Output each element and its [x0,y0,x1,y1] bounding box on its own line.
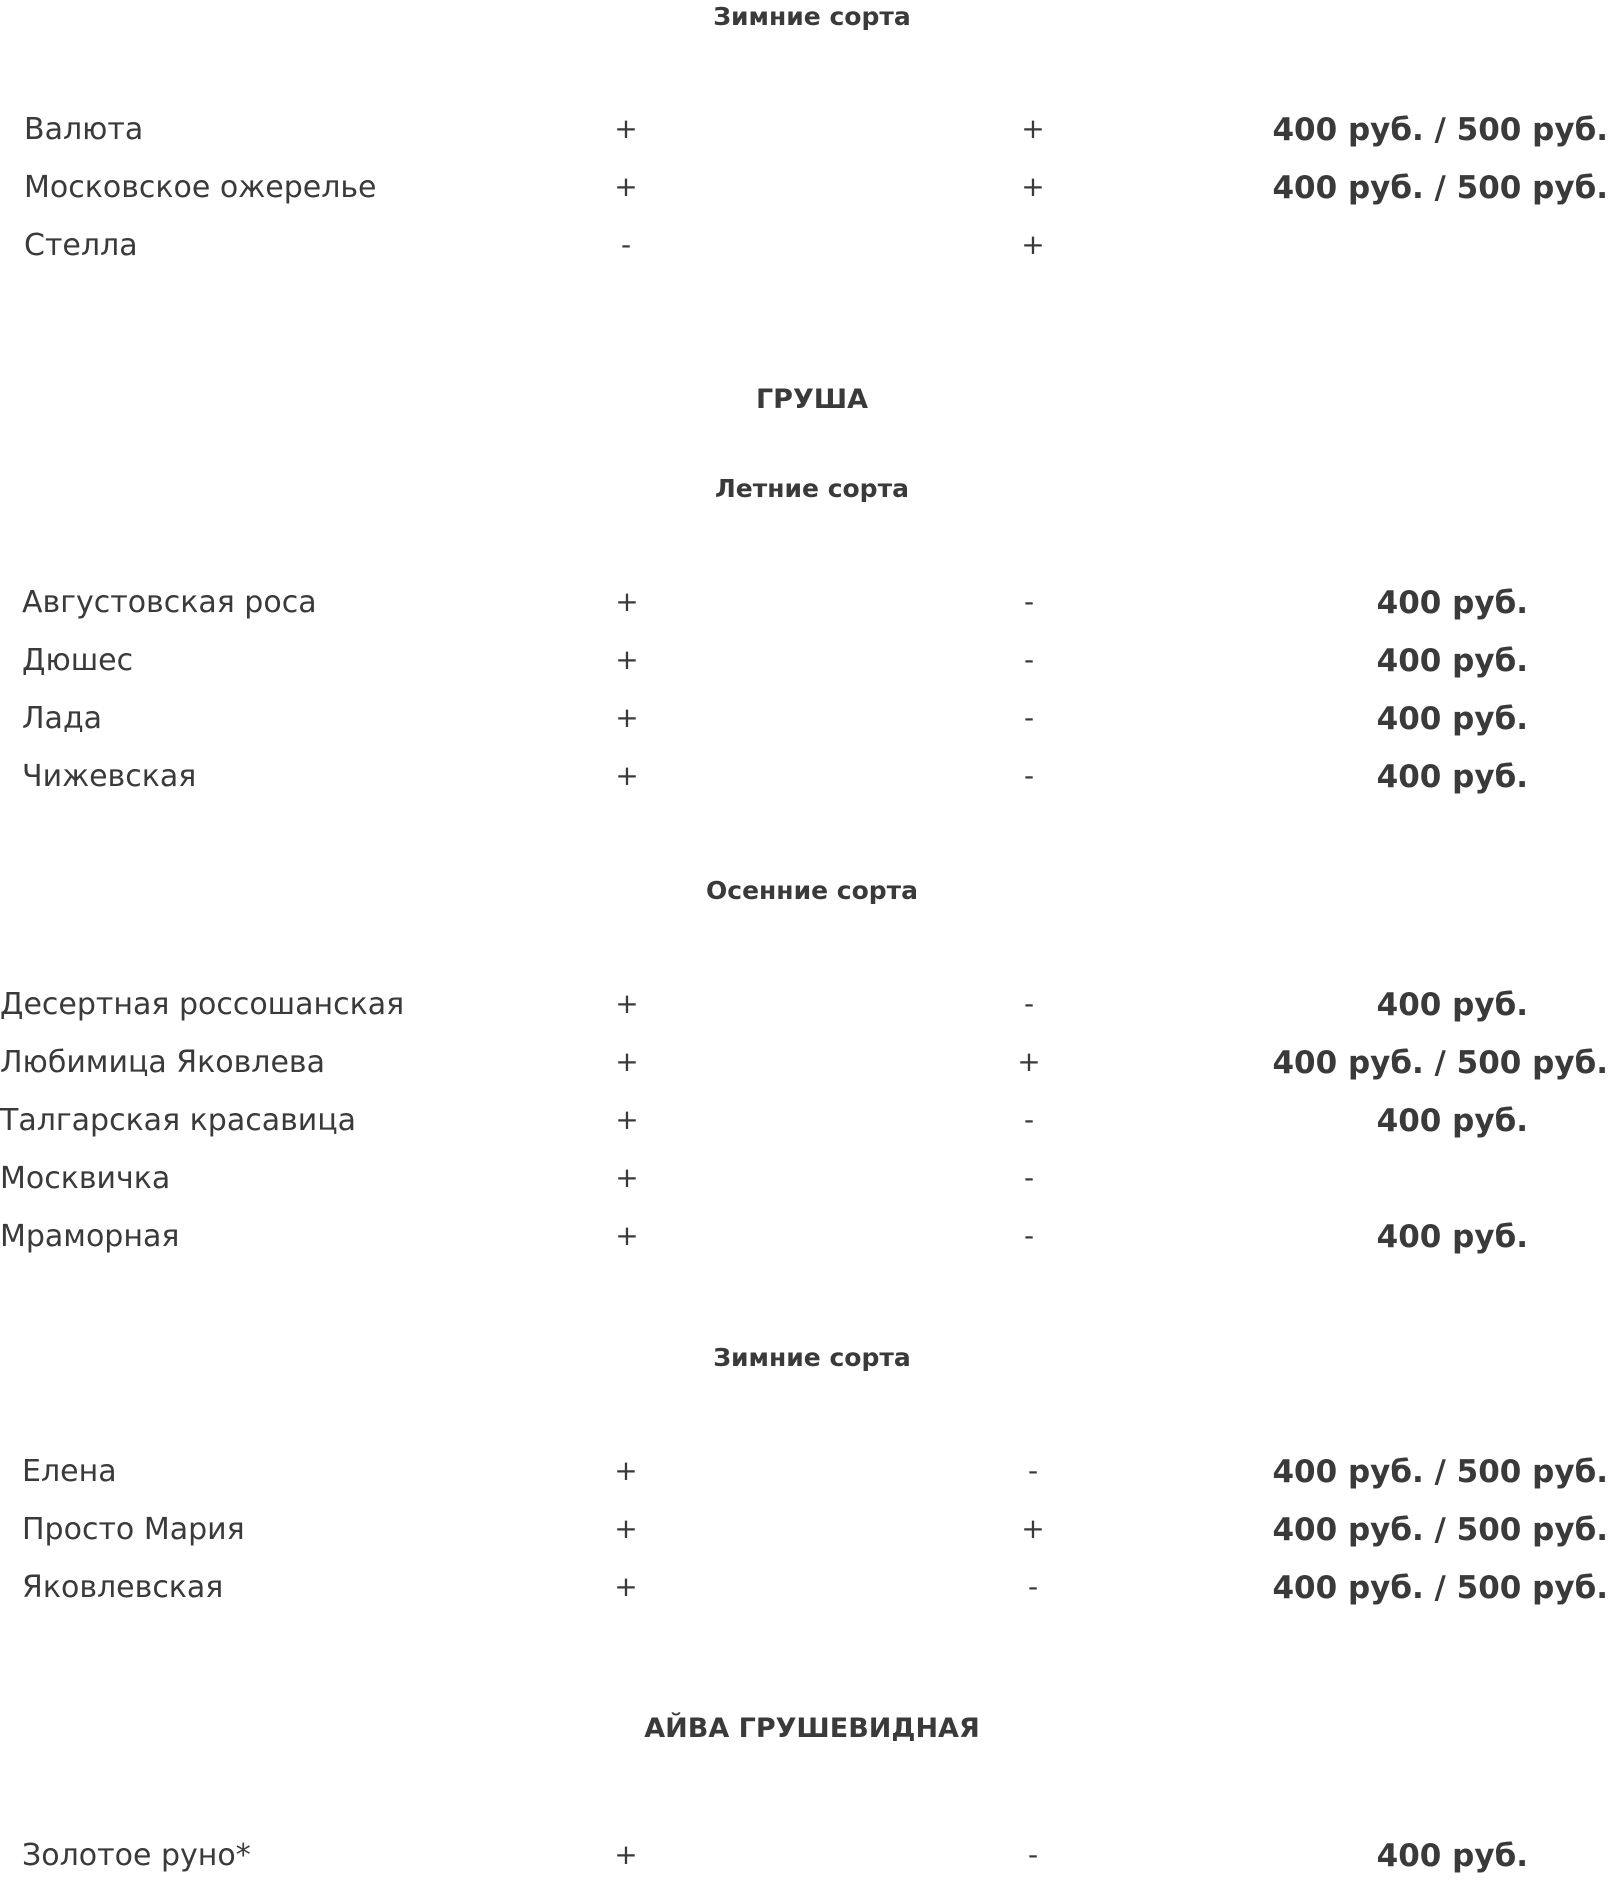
section-title-quince: АЙВА ГРУШЕВИДНАЯ [644,1713,980,1744]
availability-mark-1: + [614,1838,638,1871]
availability-mark-2: + [1017,1045,1041,1078]
availability-mark-1: + [615,1045,639,1078]
availability-mark-1: + [615,1161,639,1194]
price: 400 руб. / 500 руб. [1272,1045,1608,1081]
availability-mark-1: + [615,701,639,734]
table-row [0,1161,1608,1211]
table-row [0,643,1608,693]
availability-mark-2: - [1027,1454,1039,1487]
availability-mark-2: - [1023,1219,1035,1252]
table-row [0,170,1608,220]
availability-mark-1: + [614,1454,638,1487]
variety-name: Стелла [24,228,138,263]
price: 400 руб. [1376,1103,1528,1139]
table-row [0,701,1608,751]
price: 400 руб. / 500 руб. [1272,170,1608,206]
availability-mark-1: + [614,1512,638,1545]
price: 400 руб. / 500 руб. [1272,1570,1608,1606]
availability-mark-2: - [1023,759,1035,792]
table-row [0,759,1608,809]
availability-mark-2: - [1023,701,1035,734]
variety-name: Елена [22,1454,117,1489]
section-heading-summer-pears: Летние сорта [715,474,909,503]
availability-mark-2: - [1023,987,1035,1020]
availability-mark-2: - [1023,585,1035,618]
availability-mark-2: - [1023,643,1035,676]
availability-mark-2: - [1023,1161,1035,1194]
availability-mark-2: + [1021,1512,1045,1545]
availability-mark-1: + [614,1570,638,1603]
availability-mark-1: + [615,759,639,792]
availability-mark-1: + [615,1219,639,1252]
price: 400 руб. [1376,1838,1528,1874]
table-row [0,1570,1608,1620]
variety-name: Чижевская [22,759,197,794]
availability-mark-1: + [615,585,639,618]
availability-mark-1: + [615,643,639,676]
table-row [0,1045,1608,1095]
table-row [0,1103,1608,1153]
table-row [0,987,1608,1037]
availability-mark-2: - [1027,1570,1039,1603]
price: 400 руб. [1376,1219,1528,1255]
variety-name: Московское ожерелье [24,170,377,205]
price: 400 руб. [1376,759,1528,795]
price: 400 руб. [1376,585,1528,621]
availability-mark-2: + [1021,228,1045,261]
section-title-pear: ГРУША [755,384,869,415]
variety-name: Любимица Яковлева [0,1045,325,1080]
variety-name: Москвичка [0,1161,171,1196]
variety-name: Валюта [24,112,144,147]
variety-name: Августовская роса [22,585,317,620]
variety-name: Яковлевская [22,1570,224,1605]
variety-name: Дюшес [22,643,134,678]
availability-mark-1: - [620,228,632,261]
availability-mark-1: + [615,987,639,1020]
availability-mark-1: + [614,112,638,145]
price: 400 руб. [1376,987,1528,1023]
table-row [0,1219,1608,1269]
variety-name: Золотое руно* [22,1838,251,1873]
price: 400 руб. / 500 руб. [1272,112,1608,148]
section-heading-autumn-pears: Осенние сорта [706,876,918,905]
price: 400 руб. / 500 руб. [1272,1512,1608,1548]
section-heading-winter-pears: Зимние сорта [713,1343,911,1372]
variety-name: Талгарская красавица [0,1103,357,1138]
table-row [0,1454,1608,1504]
variety-name: Десертная россошанская [0,987,405,1022]
availability-mark-2: - [1023,1103,1035,1136]
table-row [0,228,1608,278]
variety-name: Мраморная [0,1219,180,1254]
availability-mark-2: + [1021,170,1045,203]
price: 400 руб. / 500 руб. [1272,1454,1608,1490]
table-row [0,1512,1608,1562]
price: 400 руб. [1376,643,1528,679]
section-heading-winter-apples: Зимние сорта [713,2,911,31]
availability-mark-1: + [614,170,638,203]
availability-mark-2: + [1021,112,1045,145]
availability-mark-1: + [615,1103,639,1136]
table-row [0,585,1608,635]
variety-name: Просто Мария [22,1512,245,1547]
table-row [0,1838,1608,1888]
table-row [0,112,1608,162]
availability-mark-2: - [1027,1838,1039,1871]
variety-name: Лада [22,701,103,736]
price: 400 руб. [1376,701,1528,737]
